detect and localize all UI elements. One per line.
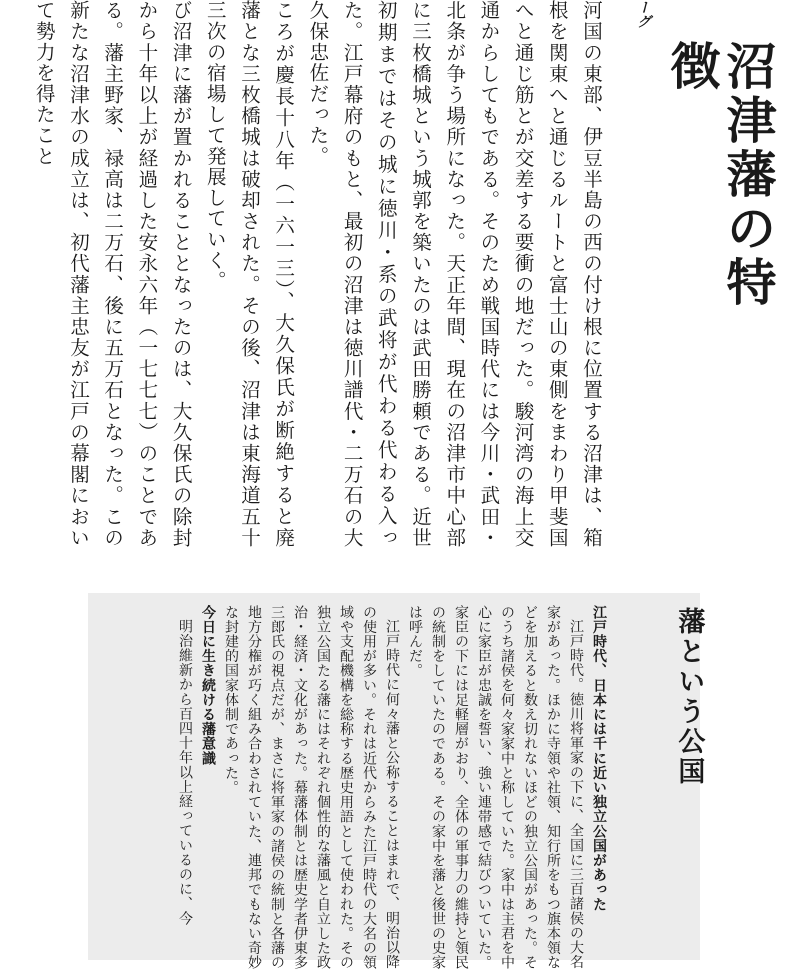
body-paragraph-3: び沼津に藩が置かれることとなったのは、大久保氏の除封から十年以上が経過した安永六年（一七七七）のことである。藩主野家、禄高は二万石、後に五万石となった。この新たな沼津水の成立は、初代藩主忠友が江戸の幕閣において勢力を得たこと (32, 0, 193, 548)
article-body (32, 0, 608, 548)
panel-subheading-1: 江戸時代、日本には千に近い独立公国があった (591, 605, 607, 912)
article-section (32, 0, 777, 548)
panel-body (108, 605, 610, 975)
sidebar-panel (88, 593, 705, 970)
panel-subheading-2: 今日に生き続ける藩意識 (200, 605, 216, 766)
body-paragraph-2: ころが慶長十八年（一六一三）、大久保氏が断絶すると廃藩とな三枚橋城は破却された。その後、沼津は東海道五十三次の宿場して発展していく。 (203, 0, 296, 548)
section-kicker: ーグ (635, 0, 651, 28)
panel-paragraph-3: 明治維新から百四十年以上経っているのに、今 (177, 619, 193, 926)
panel-paragraph-2: 江戸時代に何々藩と公称することはまれで、明治以降の使用が多い。それは近代からみた江戸時代の大名の領域や支配機構を総称する歴史用語として使われた。その独立公国たる藩にはそれぞれ個性的な藩風と自立した政治・経済・文化があった。幕藩体制とは歴史学者伊東多三郎氏の視点だが、まさに将軍家の諸侯の統制と各藩の地方分権が巧く組み合わされていた、連邦でもない奇妙な封建的国家体制であった。 (223, 605, 400, 970)
panel-title: 藩という公国 (673, 607, 705, 787)
panel-paragraph-1: 江戸時代。徳川将軍家の下に、全国に三百諸侯の大名家があった。ほかに寺領や社領、知行所をもつ旗本領などを加えると数え切れないほどの独立公国があった。そのうち諸侯を何々家家中と称していた。家中は主君を中心に家臣が忠誠を誓い、強い連帯感で結びついていた。家臣の下には足軽層がおり、全体の軍事力の維持と領民の統制をしていたのである。その家中を藩と後世の史家は呼んだ。 (407, 605, 584, 970)
page-title: 沼津藩の特徴 (662, 40, 777, 310)
body-paragraph-1: 河国の東部、伊豆半島の西の付け根に位置する沼津は、箱根を関東へと通じるルートと富士山の東側をまわり甲斐国へと通じ筋とが交差する要衝の地だった。駿河湾の海上交通からしてもである。そのため戦国時代には今川・武田・北条が争う場所になった。天正年間、現在の沼津市中心部に三枚橋城という城郭を築いたのは武田勝頼である。近世初期まではその城に徳川・系の武将が代わる代わる入った。江戸幕府のもと、最初の沼津は徳川譜代・二万石の大久保忠佐だった。 (306, 0, 603, 548)
